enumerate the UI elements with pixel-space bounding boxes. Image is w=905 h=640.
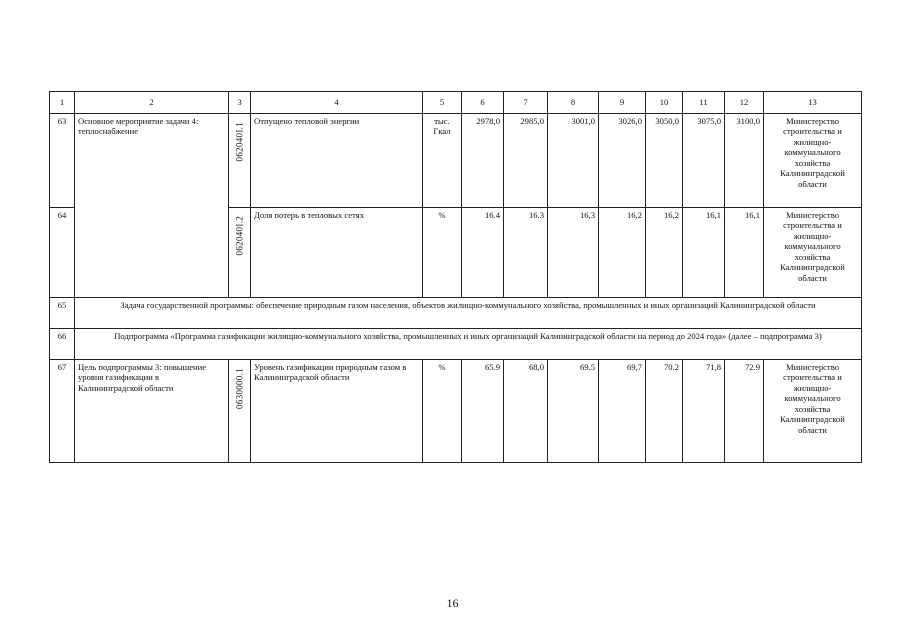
indicators-table: [49, 91, 862, 463]
value-cell: 72.9: [725, 360, 764, 463]
unit-cell: тыс. Гкал: [423, 114, 462, 208]
indicator-code: 062040I.2: [234, 216, 245, 256]
value-cell: 16.3: [504, 208, 548, 298]
header-cell: 2: [75, 92, 229, 114]
row-number: 66: [50, 329, 75, 360]
header-cell: 3: [229, 92, 251, 114]
value-cell: 16,2: [646, 208, 683, 298]
code-cell: [229, 208, 251, 298]
value-cell: 3075,0: [683, 114, 725, 208]
value-cell: 16.4: [462, 208, 504, 298]
event-cell: Цель подпрограммы 3: повышение уровня газификации в Калининградской области: [75, 360, 229, 463]
header-cell: 13: [764, 92, 862, 114]
subprogram-heading: Подпрограмма «Программа газификации жилищно-коммунального хозяйства, промышленных и иных организаций Калининградской области на период до 2024 года» (далее – подпрограмма 3): [75, 329, 862, 360]
header-cell: 9: [599, 92, 646, 114]
value-cell: 65.9: [462, 360, 504, 463]
code-cell: [229, 114, 251, 208]
value-cell: 69,7: [599, 360, 646, 463]
row-number: 67: [50, 360, 75, 463]
value-cell: 2978,0: [462, 114, 504, 208]
table-row: [50, 114, 862, 208]
table-row: [50, 360, 862, 463]
indicator-code: 062040I.1: [234, 122, 245, 162]
header-row: [50, 92, 862, 114]
header-cell: 11: [683, 92, 725, 114]
indicator-name: Доля потерь в тепловых сетях: [251, 208, 423, 298]
value-cell: 3001,0: [548, 114, 599, 208]
header-cell: 8: [548, 92, 599, 114]
value-cell: 16,3: [548, 208, 599, 298]
value-cell: 68,0: [504, 360, 548, 463]
value-cell: 70.2: [646, 360, 683, 463]
page-number: 16: [446, 596, 459, 610]
header-cell: 12: [725, 92, 764, 114]
indicator-name: Отпущено тепловой энергии: [251, 114, 423, 208]
responsible-cell: Министерство строительства и жилищно-коммунального хозяйства Калининградской области: [764, 208, 862, 298]
unit-cell: %: [423, 208, 462, 298]
header-cell: 7: [504, 92, 548, 114]
code-cell: [229, 360, 251, 463]
responsible-cell: Министерство строительства и жилищно-коммунального хозяйства Калининградской области: [764, 114, 862, 208]
row-number: 63: [50, 114, 75, 208]
value-cell: 3100,0: [725, 114, 764, 208]
table-row: [50, 298, 862, 329]
value-cell: 2985,0: [504, 114, 548, 208]
value-cell: 71,8: [683, 360, 725, 463]
indicator-code: 0630000.1: [234, 368, 245, 409]
value-cell: 16,1: [725, 208, 764, 298]
event-cell: Основное мероприятие задачи 4: теплоснабжение: [75, 114, 229, 298]
header-cell: 4: [251, 92, 423, 114]
value-cell: 3050,0: [646, 114, 683, 208]
indicator-name: Уровень газификации природным газом в Калининградской области: [251, 360, 423, 463]
row-number: 64: [50, 208, 75, 298]
row-number: 65: [50, 298, 75, 329]
header-cell: 10: [646, 92, 683, 114]
task-heading: Задача государственной программы: обеспечение природным газом населения, объектов жилищно-коммунального хозяйства, промышленных и иных организаций Калининградской области: [75, 298, 862, 329]
value-cell: 3026,0: [599, 114, 646, 208]
unit-cell: %: [423, 360, 462, 463]
header-cell: 1: [50, 92, 75, 114]
value-cell: 16,2: [599, 208, 646, 298]
responsible-cell: Министерство строительства и жилищно-коммунального хозяйства Калининградской области: [764, 360, 862, 463]
table-row: [50, 329, 862, 360]
value-cell: 16,1: [683, 208, 725, 298]
value-cell: 69.5: [548, 360, 599, 463]
header-cell: 6: [462, 92, 504, 114]
header-cell: 5: [423, 92, 462, 114]
